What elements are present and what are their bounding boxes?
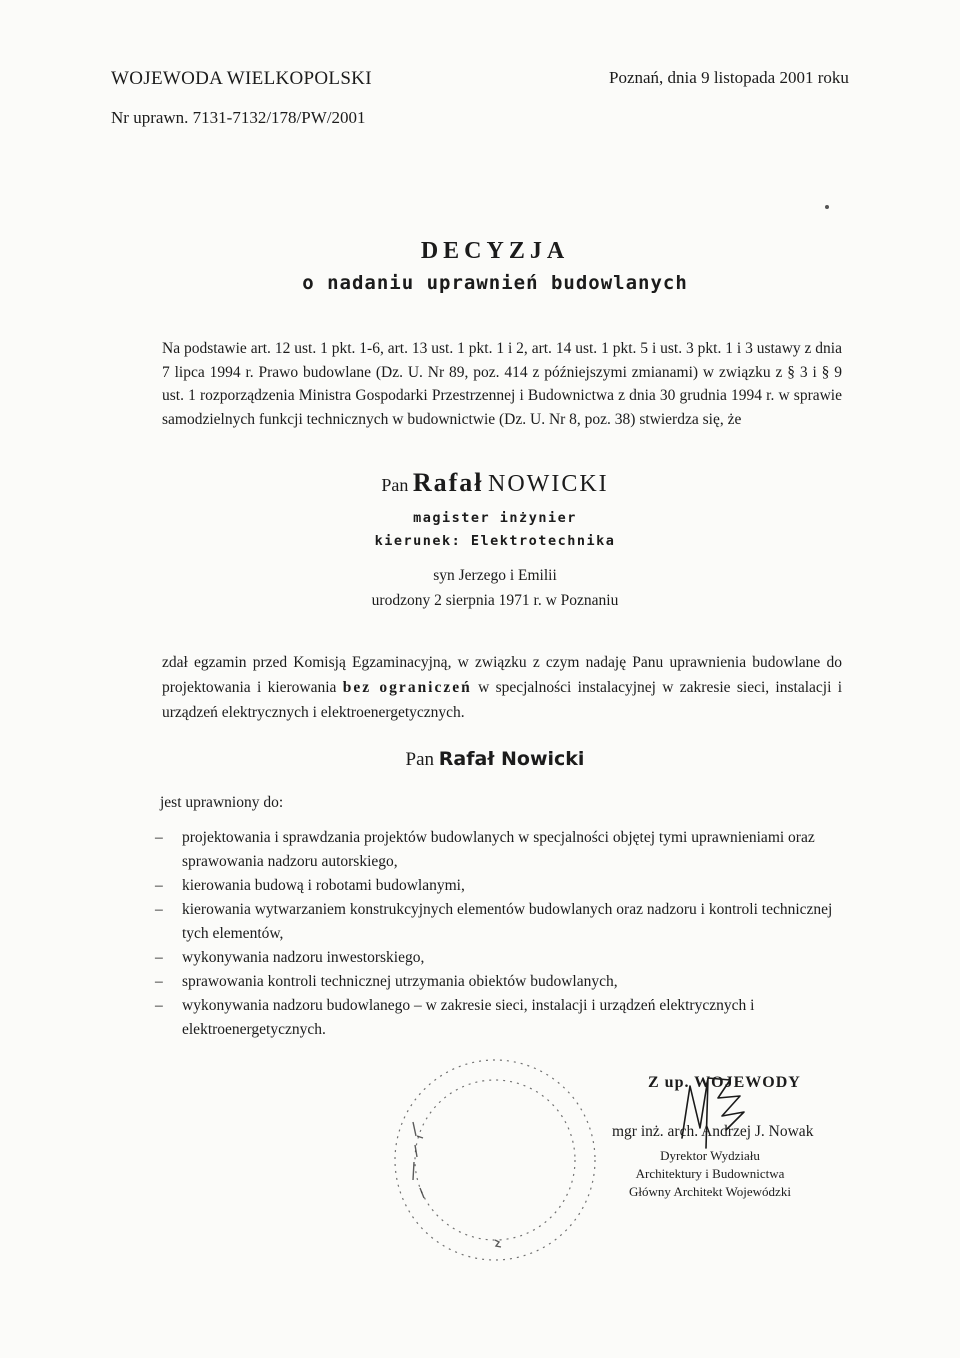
list-dash: – — [155, 973, 163, 990]
exam-text-part1: zdał egzamin przed Komisją Egzaminacyjną, w związku z czym nadaję Panu uprawnienia budowlane do projektowania i kierowania — [162, 654, 842, 696]
scope-item — [155, 970, 855, 994]
person-born: urodzony 2 sierpnia 1971 r. w Poznaniu — [371, 592, 619, 609]
round-stamp — [385, 1050, 605, 1270]
person-name — [0, 468, 960, 498]
list-dash: – — [155, 829, 163, 846]
signature-heading: Z up. WOJEWODY — [648, 1074, 801, 1091]
scope-item — [155, 946, 855, 970]
document-subtitle: o nadaniu uprawnień budowlanych — [302, 272, 688, 294]
list-dash: – — [155, 997, 163, 1014]
signature-block — [600, 1068, 840, 1218]
person-last-name: NOWICKI — [488, 471, 609, 497]
person-parents: syn Jerzego i Emilii — [433, 567, 557, 584]
signatory-name: mgr inż. arch. Andrzej J. Nowak — [612, 1123, 814, 1140]
person-repeat-prefix: Pan — [405, 749, 435, 770]
exam-text-emphasis: bez ograniczeń — [342, 679, 472, 696]
scope-item-text: kierowania wytwarzaniem konstrukcyjnych elementów budowlanych oraz nadzoru i kontroli technicznej tych elementów, — [182, 901, 833, 942]
list-dash: – — [155, 901, 163, 918]
signatory-title-1: Dyrektor Wydziału — [660, 1148, 760, 1163]
document-title: DECYZJA — [420, 238, 570, 264]
speck-mark — [825, 205, 829, 209]
exam-text-part2: w specjalności instalacyjnej w zakresie sieci, instalacji i urządzeń elektrycznych i elektroenergetycznych. — [162, 679, 843, 721]
scope-item — [155, 826, 855, 874]
scope-item-text: wykonywania nadzoru budowlanego – w zakresie sieci, instalacji i urządzeń elektrycznych i elektroenergetycznych. — [182, 997, 755, 1038]
exam-paragraph — [162, 650, 842, 725]
person-repeat-name: Rafał Nowicki — [438, 748, 585, 770]
handwritten-signature — [660, 1068, 800, 1158]
place-date: Poznań, dnia 9 listopada 2001 roku — [609, 68, 849, 87]
reference-number: Nr uprawn. 7131-7132/178/PW/2001 — [111, 108, 366, 127]
person-first-name: Rafał — [412, 468, 484, 497]
person-field: kierunek: Elektrotechnika — [374, 533, 616, 549]
scope-item-text: kierowania budową i robotami budowlanymi, — [182, 877, 465, 894]
signatory-title-3: Główny Architekt Wojewódzki — [629, 1184, 791, 1199]
person-repeat — [0, 748, 960, 771]
scope-item — [155, 994, 855, 1042]
signatory-title-2: Architektury i Budownictwa — [635, 1166, 785, 1181]
scope-item-text: projektowania i sprawdzania projektów budowlanych w specjalności objętej tymi uprawnieniami oraz sprawowania nadzoru autorskiego, — [182, 829, 815, 870]
person-prefix: Pan — [381, 475, 409, 495]
scope-item — [155, 898, 855, 946]
entitled-intro: jest uprawniony do: — [160, 794, 284, 811]
person-degree: magister inżynier — [413, 510, 577, 526]
list-dash: – — [155, 877, 163, 894]
scope-item — [155, 874, 855, 898]
legal-basis: Na podstawie art. 12 ust. 1 pkt. 1-6, art. 13 ust. 1 pkt. 1 i 2, art. 14 ust. 1 pkt. 5 i ust. 3 pkt. 1 i 3 ustawy z dnia 7 lipca 1994 r. Prawo budowlane (Dz. U. Nr 89, poz. 414 z późniejszymi zmianami) w związku z § 3 i § 9 ust. 1 rozporządzenia Ministra Gospodarki Przestrzennej i Budownictwa z dnia 30 grudnia 1994 r. w sprawie samodzielnych funkcji technicznych w budownictwie (Dz. U. Nr 8, poz. 38) stwierdza się, że — [162, 340, 842, 428]
scope-item-text: wykonywania nadzoru inwestorskiego, — [182, 949, 425, 966]
issuer: WOJEWODA WIELKOPOLSKI — [111, 68, 372, 89]
scope-list — [155, 826, 855, 1042]
scope-item-text: sprawowania kontroli technicznej utrzymania obiektów budowlanych, — [182, 973, 618, 990]
list-dash: – — [155, 949, 163, 966]
